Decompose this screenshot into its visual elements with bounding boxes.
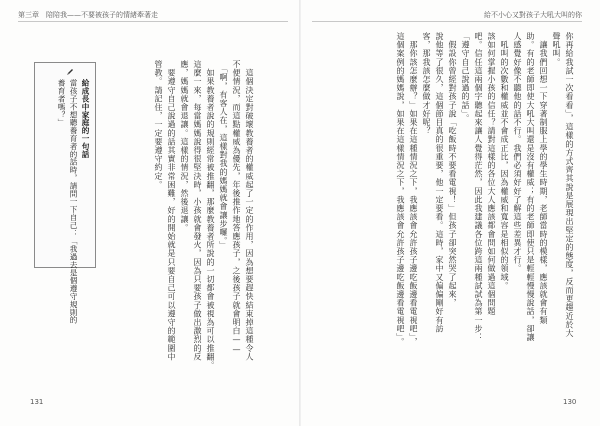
- page-gutter: [299, 0, 301, 426]
- body-line: 聲吼叫。: [552, 32, 561, 67]
- callout-line: 當孩子不想聽養育者的話時，請問一下自己：「我過去是個遵守規則的: [69, 79, 78, 324]
- body-line: 應，媽媽就會退讓。這樣的情況，然後退讓。: [180, 60, 189, 232]
- left-page-body: [152, 60, 256, 390]
- body-line: 吼叫的次數和權威並不會成正比，因為權威和寬容是相似的領域。: [500, 32, 509, 290]
- body-line: 讓我們回想一下穿著制服上學的學生時期，老師當時的模樣，應該就會有類: [539, 32, 548, 325]
- body-line: 要遵守自己說過的話其實非常困難，好的開始就是只要自己可以遵守的範圍中: [167, 60, 176, 361]
- body-line: 「遵守自己說過的話」。: [461, 32, 470, 123]
- callout-text: [55, 79, 91, 324]
- page-number-left: 131: [30, 398, 44, 406]
- page-number-right: 130: [563, 398, 577, 406]
- body-line: 如果教養者說的規則經常被推翻，那麼教養者所說的一切都會被視為可以推翻。: [206, 60, 215, 370]
- body-line: 這麼一來，每當媽媽說得很堅決時，小孩就會發火，因為只要孩子做出激烈的反: [193, 60, 202, 361]
- header-rule-left: [18, 21, 288, 22]
- body-line: 該如何掌握小孩的信任？請對這樣的各位大人應該都會問如何做過這個問題: [487, 32, 496, 316]
- callout-line: 養育者嗎？」: [57, 79, 66, 127]
- body-line: 假設你曾經對孩子說「吃飯時不要看電視！」但孩子卻突然哭了起來，: [448, 32, 457, 308]
- right-page-body: [394, 32, 576, 392]
- body-line: 說他等了很久，這個節目真的很重要，他一定要看。這時，家中又偏偏剛好有訪: [435, 32, 444, 333]
- body-line: 那你該怎麼辦？」如果在這種情況之下，我應該會允許孩子邊吃飯邊看電視吧」，: [409, 32, 418, 347]
- body-line: 這個決定對破壞教養者的權威起了一定的作用，因為想要趕快結束掉這種令人: [245, 60, 254, 361]
- running-header-left: 第三章 陪陪我——不要被孩子的情緒牽著走: [18, 11, 158, 19]
- pencil-icon: [65, 67, 75, 77]
- body-line: 你再給我試一次看看」，這樣的方式齊其說是展現出堅定的態度，反而更趨近於大: [565, 32, 574, 338]
- callout-box: [34, 62, 96, 324]
- callout-title: 給成長中家庭的一句話: [81, 79, 90, 158]
- body-line: 吧。信任這兩個字聽起來讓人覺得茫然，因此我建議各位跨這兩種試試為第一步：: [474, 32, 483, 342]
- running-header-right: 給不小心又對孩子大吼大叫的你: [484, 11, 582, 19]
- body-line: 不便情況，而這點權威為優先，年後推作地答應孩子，之後孩子就會明白——: [232, 60, 241, 355]
- body-line: 「啊，有客人在，這樣對我的媽媽就會讓步囉。」: [219, 60, 228, 250]
- body-line: 管教。請記住，一定要遵守約定。: [154, 60, 163, 189]
- body-line: 這個案例的媽媽說，如果在這樣情況之下，我應該會允許孩子邊吃飯邊看電視吧」。: [396, 32, 405, 347]
- body-line: 客，那我該怎麼做才好呢？: [422, 32, 431, 136]
- body-line: 人感覺好像不聽他的話不行。我們必須好好了解這些差異才行。: [513, 32, 522, 273]
- header-rule-right: [312, 21, 582, 22]
- body-line: 助。有的老師即使大吼大叫還是沒有權威；有的老師即使只是輕輕慢慢說話，卻讓: [526, 32, 535, 342]
